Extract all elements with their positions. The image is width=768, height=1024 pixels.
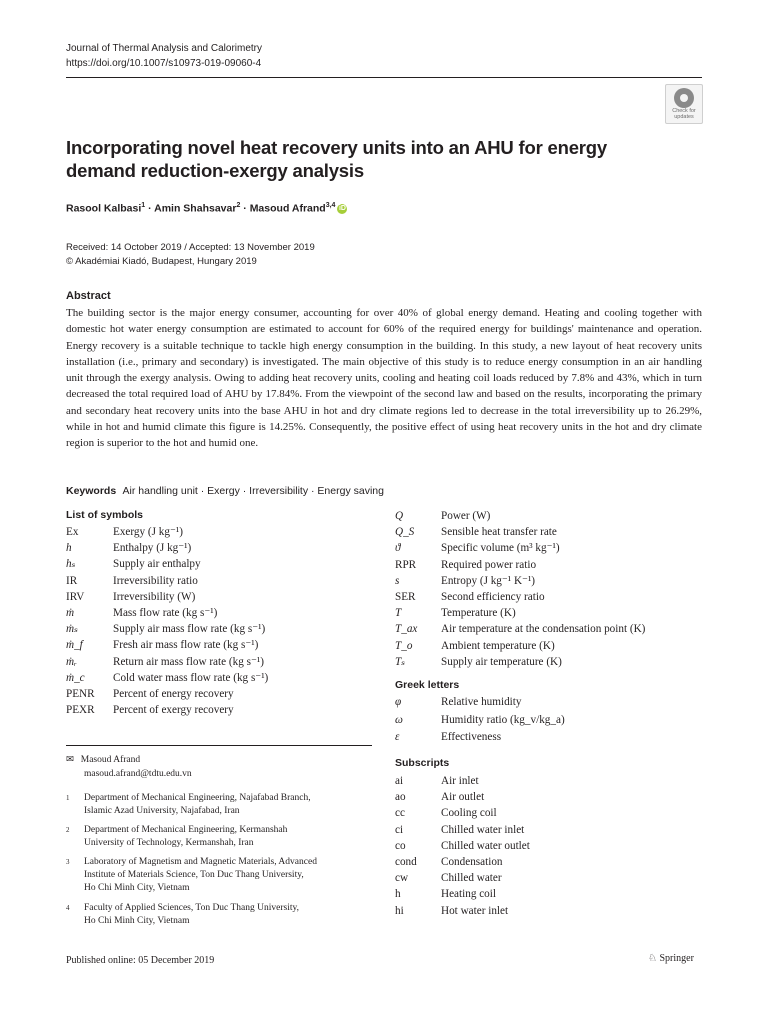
symbol-description: Air temperature at the condensation point (K) xyxy=(441,623,646,636)
symbol-description: Effectiveness xyxy=(441,731,502,743)
affiliation-line: Department of Mechanical Engineering, Kermanshah xyxy=(84,825,288,835)
symbol-description: Chilled water inlet xyxy=(441,823,525,836)
journal-name: Journal of Thermal Analysis and Calorimetry xyxy=(66,43,263,54)
symbol-description: Chilled water outlet xyxy=(441,839,530,852)
symbol-row xyxy=(395,822,530,838)
symbol-description: Hot water inlet xyxy=(441,904,509,917)
symbol-row xyxy=(395,870,530,886)
symbol-row xyxy=(66,540,268,556)
symbol-description: Power (W) xyxy=(441,510,491,522)
symbol-description: Entropy (J kg⁻¹ K⁻¹) xyxy=(441,574,536,587)
copyright-line: © Akadémiai Kiadó, Budapest, Hungary 2019 xyxy=(66,256,257,267)
affiliation-number: 1 xyxy=(66,794,70,802)
symbols-left-column xyxy=(66,524,268,718)
symbol: SER xyxy=(395,591,416,604)
symbol: cw xyxy=(395,872,409,885)
author-name[interactable]: Amin Shahsavar xyxy=(154,202,237,215)
check-for-updates-icon xyxy=(674,88,694,108)
symbol-description: Return air mass flow rate (kg s⁻¹) xyxy=(113,655,264,668)
correspondence xyxy=(66,754,192,781)
springer-logo xyxy=(648,953,694,964)
symbol-row xyxy=(395,654,645,670)
greek-letters-list xyxy=(395,694,565,747)
symbol-description: Irreversibility ratio xyxy=(113,574,198,587)
symbol-row xyxy=(395,694,565,712)
keywords-line xyxy=(66,485,384,497)
affiliation xyxy=(66,856,317,895)
author-affiliation-number: 2 xyxy=(236,202,241,209)
affiliation-line: Institute of Materials Science, Ton Duc Thang University, xyxy=(84,870,304,880)
affiliation xyxy=(66,792,311,818)
symbol-description: Cooling coil xyxy=(441,807,497,820)
subscripts-heading: Subscripts xyxy=(395,757,450,769)
symbol: PENR xyxy=(66,688,95,701)
symbol-row xyxy=(395,729,565,747)
symbol: ṁ xyxy=(66,607,75,620)
symbol-row xyxy=(66,524,268,540)
symbol-row xyxy=(66,621,268,637)
article-dates xyxy=(66,241,315,269)
symbol-description: Air outlet xyxy=(441,791,485,804)
symbol-row xyxy=(395,789,530,805)
symbol: IR xyxy=(66,574,78,587)
author-affiliation-number: 1 xyxy=(141,202,146,209)
symbol: T_ax xyxy=(395,623,418,636)
symbol: ci xyxy=(395,823,404,836)
symbol: ṁ_c xyxy=(66,671,85,684)
symbol: co xyxy=(395,839,406,852)
symbol-row xyxy=(395,854,530,870)
affiliation-number: 3 xyxy=(66,858,70,866)
symbol: cc xyxy=(395,807,405,820)
symbol: T xyxy=(395,607,402,620)
symbol: ϑ xyxy=(395,542,401,555)
symbol: ω xyxy=(395,713,403,726)
symbol-description: Fresh air mass flow rate (kg s⁻¹) xyxy=(113,639,259,652)
check-for-updates-line2: updates xyxy=(674,114,694,120)
symbol: h xyxy=(395,888,401,901)
symbols-right-column xyxy=(395,508,645,670)
symbols-heading: List of symbols xyxy=(66,509,144,521)
affiliation-line: Islamic Azad University, Najafabad, Iran xyxy=(84,806,240,816)
symbol: cond xyxy=(395,856,417,869)
symbol-row xyxy=(395,540,645,556)
symbol-description: Mass flow rate (kg s⁻¹) xyxy=(113,607,218,620)
symbol: Q xyxy=(395,510,404,522)
symbol-description: Condensation xyxy=(441,856,503,869)
symbol-row xyxy=(395,557,645,573)
symbol-row xyxy=(395,573,645,589)
symbol: Tₛ xyxy=(395,655,405,668)
affiliation-line: Laboratory of Magnetism and Magnetic Materials, Advanced xyxy=(84,857,317,867)
symbol-description: Required power ratio xyxy=(441,558,537,571)
symbol-description: Second efficiency ratio xyxy=(441,591,545,604)
header-rule xyxy=(66,77,702,78)
symbol: h xyxy=(66,542,72,555)
journal-header xyxy=(66,41,262,71)
received-accepted-dates: Received: 14 October 2019 / Accepted: 13 November 2019 xyxy=(66,242,315,253)
symbol-description: Temperature (K) xyxy=(441,607,516,620)
symbol: ao xyxy=(395,791,406,804)
affiliation xyxy=(66,902,299,928)
symbol-row xyxy=(66,556,268,572)
affiliation-line: Department of Mechanical Engineering, Najafabad Branch, xyxy=(84,793,311,803)
affiliation-line: University of Technology, Kermanshah, Iran xyxy=(84,838,254,848)
symbol: Ex xyxy=(66,526,79,538)
symbol-row xyxy=(395,886,530,902)
abstract-text: The building sector is the major energy consumer, accounting for over 40% of global energy demand. Heating and cooling together with domestic hot water energy consumption are estimated to account for 60% of the required energy for buildings' maintenance and operation. Energy recovery is a suitable technique to tackle high energy consumption in the building. In this study, a new layout of heat recovery units installation (i.e., primary and secondary) is investigated. The main objective of this study is to reduce energy consumption in an air handling unit through the exergy analysis. Owing to adding heat recovery units, cooling and heating coil loads reduced by 7.8% and 43%, which in turn decreased the total required load of AHU by 17.84%. From the viewpoint of the second law and based on the results, incorporating the primary and secondary heat recovery units into the base AHU in hot and dry climate regions led to decrease in the total irreversibility up to 26.29%, while in hot and humid climate this figure is 14.25%. Consequently, the positive effect of using heat recovery units in the hot and dry climate region is superior to the hot and humid one. xyxy=(66,307,702,450)
symbol-row xyxy=(395,773,530,789)
affiliation xyxy=(66,824,287,850)
symbol: ṁ_f xyxy=(66,639,83,652)
keywords-label: Keywords xyxy=(66,485,117,497)
symbol-description: Supply air temperature (K) xyxy=(441,655,562,668)
symbol-description: Humidity ratio (kg_v/kg_a) xyxy=(441,713,565,726)
check-for-updates-line1: Check for xyxy=(672,108,696,114)
symbol-row xyxy=(395,805,530,821)
symbol: ai xyxy=(395,775,404,787)
orcid-icon[interactable]: iD xyxy=(338,204,346,212)
author-name[interactable]: Rasool Kalbasi xyxy=(66,202,142,215)
symbol-description: Percent of exergy recovery xyxy=(113,704,234,717)
subscripts-list xyxy=(395,773,530,919)
symbol-description: Percent of energy recovery xyxy=(113,688,234,701)
symbol-row xyxy=(395,589,645,605)
symbol-row xyxy=(66,702,268,718)
corresponding-author-email[interactable]: masoud.afrand@tdtu.edu.vn xyxy=(84,768,192,779)
symbol-row xyxy=(66,605,268,621)
author-name[interactable]: Masoud Afrand xyxy=(249,202,326,215)
footnote-rule xyxy=(66,745,372,746)
author-affiliation-number: 3,4 xyxy=(325,202,336,209)
symbol-description: Irreversibility (W) xyxy=(113,590,196,603)
affiliation-number: 4 xyxy=(66,904,70,912)
greek-letters-heading: Greek letters xyxy=(395,679,460,691)
symbol-row xyxy=(66,686,268,702)
doi-link[interactable]: https://doi.org/10.1007/s10973-019-09060-4 xyxy=(66,58,262,69)
symbol: PEXR xyxy=(66,704,95,717)
corresponding-author-name: Masoud Afrand xyxy=(80,755,141,765)
symbol: ṁₛ xyxy=(66,623,78,636)
symbol-row xyxy=(395,838,530,854)
symbol: ṁᵣ xyxy=(66,655,77,668)
check-for-updates-badge[interactable] xyxy=(665,84,703,124)
symbol-description: Heating coil xyxy=(441,888,496,901)
springer-horse-icon: ♘ xyxy=(648,953,657,964)
symbol-row xyxy=(66,589,268,605)
envelope-icon: ✉ xyxy=(66,755,74,765)
publisher-name: Springer xyxy=(659,953,694,964)
symbol: ε xyxy=(395,731,400,743)
symbol-description: Ambient temperature (K) xyxy=(441,639,555,652)
published-online: Published online: 05 December 2019 xyxy=(66,955,215,966)
symbol-row xyxy=(395,524,645,540)
symbol-description: Relative humidity xyxy=(441,696,522,708)
symbol-row xyxy=(395,903,530,919)
symbol: Q_S xyxy=(395,526,415,539)
symbol: RPR xyxy=(395,558,417,571)
affiliation-number: 2 xyxy=(66,826,70,834)
symbol-description: Supply air enthalpy xyxy=(113,558,201,571)
symbol-row xyxy=(66,654,268,670)
affiliation-line: Faculty of Applied Sciences, Ton Duc Thang University, xyxy=(84,903,299,913)
abstract-heading: Abstract xyxy=(66,290,111,302)
symbol-row xyxy=(395,712,565,730)
symbol-description: Enthalpy (J kg⁻¹) xyxy=(113,542,192,555)
paper-title: Incorporating novel heat recovery units into an AHU for energy demand reduction-exergy analysis xyxy=(66,137,607,181)
symbol-row xyxy=(395,508,645,524)
symbol-row xyxy=(395,605,645,621)
symbol-row xyxy=(66,637,268,653)
symbol-row xyxy=(395,638,645,654)
keywords-list: Air handling unit · Exergy · Irreversibility · Energy saving xyxy=(122,485,384,497)
symbol-row xyxy=(395,621,645,637)
symbol-description: Sensible heat transfer rate xyxy=(441,526,557,539)
symbol-description: Supply air mass flow rate (kg s⁻¹) xyxy=(113,623,266,636)
symbol-row xyxy=(66,573,268,589)
symbol: T_o xyxy=(395,639,413,652)
symbol: s xyxy=(395,574,400,587)
symbol: hₛ xyxy=(66,558,76,571)
symbol: IRV xyxy=(66,590,85,603)
symbol-description: Cold water mass flow rate (kg s⁻¹) xyxy=(113,671,269,684)
affiliation-line: Ho Chi Minh City, Vietnam xyxy=(84,916,190,926)
affiliation-line: Ho Chi Minh City, Vietnam xyxy=(84,883,190,893)
symbol-description: Air inlet xyxy=(441,775,479,787)
symbol: φ xyxy=(395,696,402,708)
symbol-description: Exergy (J kg⁻¹) xyxy=(113,526,183,538)
symbol-row xyxy=(66,670,268,686)
symbol-description: Specific volume (m³ kg⁻¹) xyxy=(441,542,560,555)
author-list: Rasool Kalbasi$^1$ · Amin Shahsavar$^2$ · Masoud Afrand$^{3,4}$ iD xyxy=(66,202,346,215)
symbol: hi xyxy=(395,904,404,917)
symbol-description: Chilled water xyxy=(441,872,502,885)
